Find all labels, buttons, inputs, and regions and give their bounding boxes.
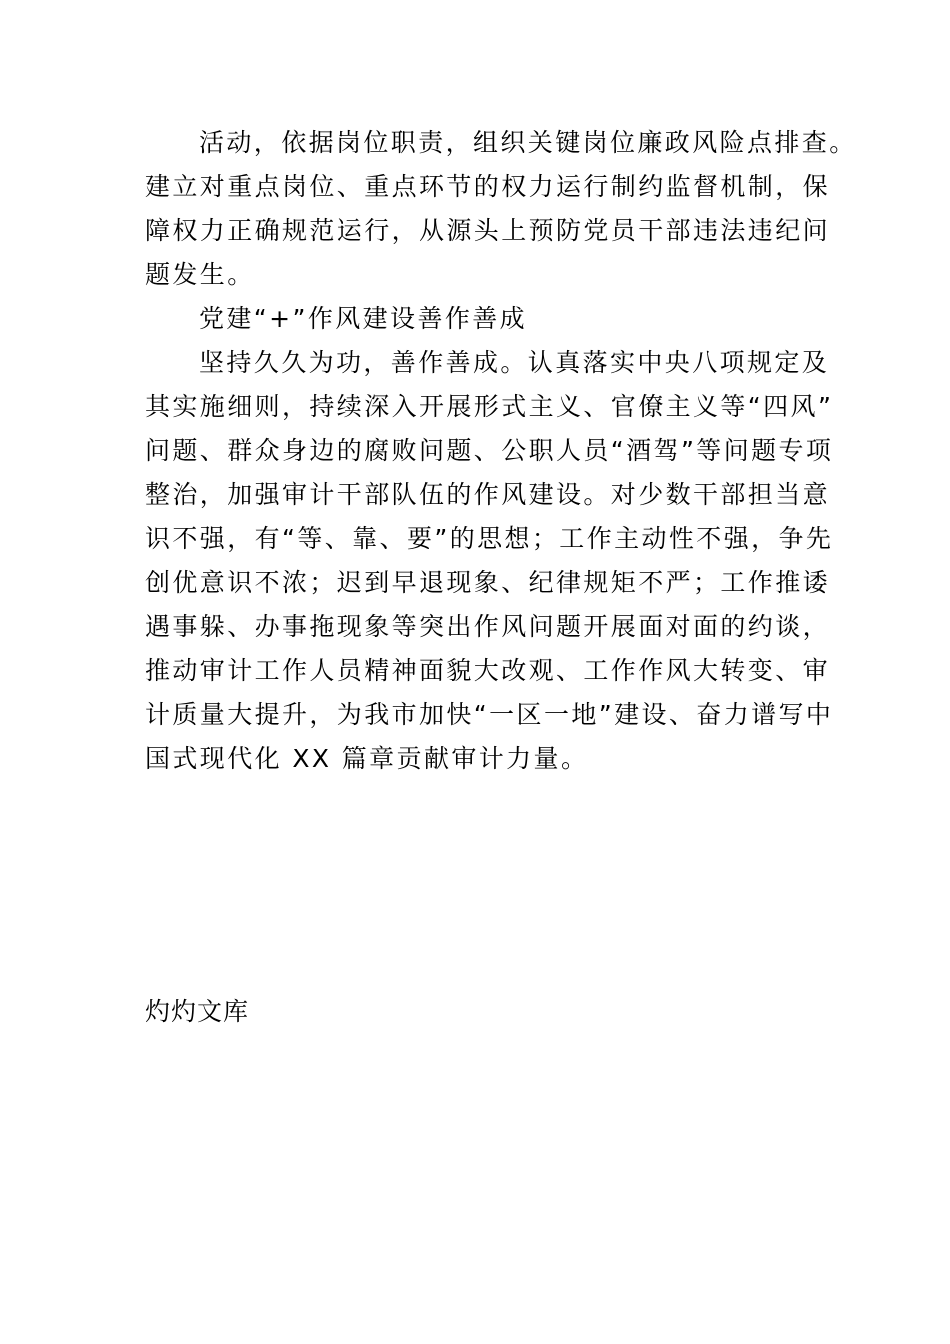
- paragraph-line: 障权力正确规范运行，从源头上预防党员干部违法违纪问: [145, 216, 831, 245]
- paragraph-line: 活动，依据岗位职责，组织关键岗位廉政风险点排查。: [199, 128, 857, 157]
- paragraph-line: 题发生。: [145, 260, 255, 289]
- paragraph-line: 遇事躲、办事拖现象等突出作风问题开展面对面的约谈，: [145, 612, 831, 641]
- paragraph-line: 坚持久久为功，善作善成。认真落实中央八项规定及: [199, 348, 830, 377]
- paragraph-line: 国式现代化 XX 篇章贡献审计力量。: [145, 744, 589, 773]
- paragraph-line: 整治，加强审计干部队伍的作风建设。对少数干部担当意: [145, 480, 831, 509]
- paragraph-line: 建立对重点岗位、重点环节的权力运行制约监督机制，保: [145, 172, 831, 201]
- paragraph-line: 推动审计工作人员精神面貌大改观、工作作风大转变、审: [145, 656, 831, 685]
- section-heading: 党建“+”作风建设善作善成: [199, 304, 528, 333]
- paragraph-line: 创优意识不浓；迟到早退现象、纪律规矩不严；工作推诿: [145, 568, 831, 597]
- paragraph-line: 识不强，有“等、靠、要”的思想；工作主动性不强，争先: [145, 524, 834, 553]
- paragraph-line: 计质量大提升，为我市加快“一区一地”建设、奋力谱写中: [145, 700, 834, 729]
- document-body: [145, 121, 857, 781]
- footer-source-label: 灼灼文库: [145, 997, 250, 1026]
- paragraph-line: 问题、群众身边的腐败问题、公职人员“酒驾”等问题专项: [145, 436, 834, 465]
- paragraph-line: 其实施细则，持续深入开展形式主义、官僚主义等“四风”: [145, 392, 834, 421]
